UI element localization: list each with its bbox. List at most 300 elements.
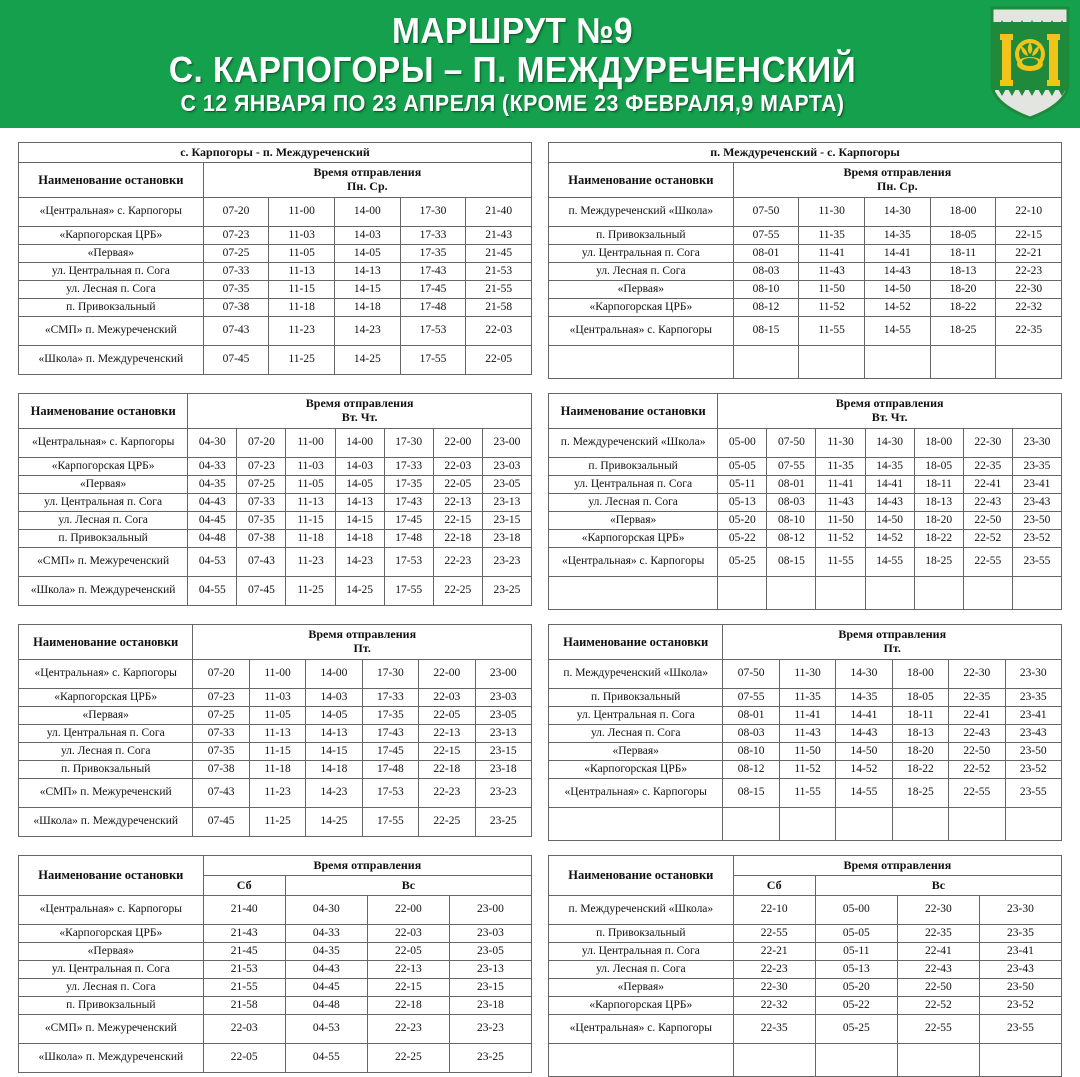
time-cell: 14-15 bbox=[335, 512, 384, 530]
time-cell: 07-38 bbox=[203, 299, 269, 317]
departure-time-header: Время отправления bbox=[733, 856, 1061, 876]
time-cell: 14-55 bbox=[865, 317, 931, 346]
schedule-sheet bbox=[0, 142, 1080, 1077]
time-cell: 22-30 bbox=[733, 979, 815, 997]
schedule-table-forward-sat-sun bbox=[18, 855, 532, 1073]
filler-cell bbox=[549, 577, 718, 610]
time-cell: 04-43 bbox=[285, 961, 367, 979]
time-cell: 17-53 bbox=[362, 779, 418, 808]
filler-cell bbox=[949, 808, 1005, 841]
time-cell: 21-45 bbox=[466, 245, 532, 263]
time-cell: 14-41 bbox=[865, 245, 931, 263]
table-row bbox=[19, 512, 532, 530]
schedule-half-return-sat-sun bbox=[548, 855, 1062, 1077]
table-header-row-top bbox=[549, 856, 1062, 876]
time-cell: 17-43 bbox=[384, 494, 433, 512]
time-cell: 11-50 bbox=[779, 743, 835, 761]
table-row bbox=[549, 198, 1062, 227]
time-cell: 18-25 bbox=[892, 779, 948, 808]
time-cell: 14-25 bbox=[335, 577, 384, 606]
table-row bbox=[19, 317, 532, 346]
schedule-half-forward-sat-sun bbox=[18, 855, 532, 1077]
time-cell: 23-55 bbox=[1005, 779, 1061, 808]
time-cell: 23-03 bbox=[482, 458, 531, 476]
table-row bbox=[19, 1044, 532, 1073]
table-row bbox=[19, 997, 532, 1015]
time-cell: 14-30 bbox=[865, 198, 931, 227]
time-cell: 22-30 bbox=[963, 429, 1012, 458]
time-cell: 18-13 bbox=[914, 494, 963, 512]
time-cell: 22-03 bbox=[203, 1015, 285, 1044]
table-row bbox=[549, 429, 1062, 458]
time-cell: 22-23 bbox=[996, 263, 1062, 281]
table-row bbox=[549, 494, 1062, 512]
table-row bbox=[549, 476, 1062, 494]
time-cell: 14-13 bbox=[335, 494, 384, 512]
time-cell: 22-05 bbox=[466, 346, 532, 375]
table-row bbox=[549, 943, 1062, 961]
time-cell: 14-00 bbox=[335, 429, 384, 458]
time-cell: 22-23 bbox=[419, 779, 475, 808]
table-header-row bbox=[19, 625, 532, 660]
stop-name: «Первая» bbox=[19, 476, 188, 494]
stop-name: «Центральная» с. Карпогоры bbox=[19, 660, 193, 689]
table-row bbox=[19, 476, 532, 494]
time-cell: 23-23 bbox=[482, 548, 531, 577]
table-row bbox=[19, 458, 532, 476]
time-cell: 23-13 bbox=[475, 725, 531, 743]
stop-name: ул. Центральная п. Сога bbox=[549, 707, 723, 725]
time-cell: 22-30 bbox=[949, 660, 1005, 689]
time-cell: 07-43 bbox=[193, 779, 249, 808]
table-row bbox=[19, 808, 532, 837]
table-row bbox=[19, 943, 532, 961]
departure-time-header bbox=[188, 394, 532, 429]
time-cell: 23-41 bbox=[979, 943, 1061, 961]
time-cell: 17-55 bbox=[362, 808, 418, 837]
time-cell: 17-30 bbox=[384, 429, 433, 458]
table-row bbox=[19, 660, 532, 689]
time-cell: 07-45 bbox=[193, 808, 249, 837]
time-cell: 17-35 bbox=[384, 476, 433, 494]
stop-name: «Центральная» с. Карпогоры bbox=[549, 1015, 734, 1044]
time-cell: 22-43 bbox=[949, 725, 1005, 743]
time-cell: 22-05 bbox=[367, 943, 449, 961]
time-cell: 22-55 bbox=[963, 548, 1012, 577]
time-cell: 14-52 bbox=[865, 299, 931, 317]
filler-cell bbox=[892, 808, 948, 841]
time-cell: 17-55 bbox=[400, 346, 466, 375]
time-cell: 11-41 bbox=[779, 707, 835, 725]
time-cell: 18-20 bbox=[892, 743, 948, 761]
time-cell: 07-55 bbox=[723, 689, 779, 707]
stop-name-header: Наименование остановки bbox=[19, 163, 204, 198]
time-cell: 18-11 bbox=[892, 707, 948, 725]
stop-name: п. Привокзальный bbox=[19, 761, 193, 779]
stop-name: ул. Центральная п. Сога bbox=[549, 245, 734, 263]
time-cell: 18-20 bbox=[930, 281, 996, 299]
time-cell: 23-23 bbox=[449, 1015, 531, 1044]
stop-name: ул. Лесная п. Сога bbox=[549, 263, 734, 281]
time-cell: 04-45 bbox=[188, 512, 237, 530]
time-cell: 14-15 bbox=[335, 281, 401, 299]
table-row bbox=[19, 530, 532, 548]
time-cell: 22-52 bbox=[963, 530, 1012, 548]
table-row bbox=[549, 979, 1062, 997]
time-cell: 07-23 bbox=[237, 458, 286, 476]
time-cell: 05-05 bbox=[718, 458, 767, 476]
schedule-table-return-sat-sun bbox=[548, 855, 1062, 1077]
time-cell: 14-52 bbox=[865, 530, 914, 548]
time-cell: 11-52 bbox=[779, 761, 835, 779]
time-cell: 17-48 bbox=[362, 761, 418, 779]
time-cell: 07-23 bbox=[193, 689, 249, 707]
filler-cell bbox=[979, 1044, 1061, 1077]
time-cell: 05-00 bbox=[718, 429, 767, 458]
time-cell: 04-48 bbox=[188, 530, 237, 548]
stop-name: «Первая» bbox=[19, 943, 204, 961]
stop-name: «Центральная» с. Карпогоры bbox=[19, 429, 188, 458]
time-cell: 21-40 bbox=[203, 896, 285, 925]
days-label: Пт. bbox=[883, 641, 901, 655]
time-cell: 14-25 bbox=[335, 346, 401, 375]
stop-name: «СМП» п. Межуреченский bbox=[19, 1015, 204, 1044]
time-cell: 11-23 bbox=[249, 779, 305, 808]
time-cell: 22-55 bbox=[733, 925, 815, 943]
stop-name: ул. Лесная п. Сога bbox=[549, 494, 718, 512]
schedule-half-forward-mon-wed bbox=[18, 142, 532, 379]
time-cell: 18-05 bbox=[892, 689, 948, 707]
time-cell: 22-15 bbox=[433, 512, 482, 530]
time-cell: 18-13 bbox=[892, 725, 948, 743]
stop-name: «Первая» bbox=[549, 281, 734, 299]
schedule-block-sat-sun bbox=[0, 855, 1080, 1077]
time-cell: 14-35 bbox=[865, 227, 931, 245]
time-cell: 17-45 bbox=[362, 743, 418, 761]
time-cell: 23-43 bbox=[979, 961, 1061, 979]
time-cell: 07-45 bbox=[203, 346, 269, 375]
time-cell: 07-25 bbox=[203, 245, 269, 263]
time-cell: 17-33 bbox=[400, 227, 466, 245]
time-cell: 23-43 bbox=[1005, 725, 1061, 743]
time-cell: 17-55 bbox=[384, 577, 433, 606]
time-cell: 18-05 bbox=[930, 227, 996, 245]
table-row bbox=[19, 577, 532, 606]
time-cell: 05-11 bbox=[815, 943, 897, 961]
table-row bbox=[549, 743, 1062, 761]
time-cell: 07-25 bbox=[237, 476, 286, 494]
time-cell: 14-05 bbox=[335, 476, 384, 494]
stop-name: п. Привокзальный bbox=[19, 997, 204, 1015]
filler-cell bbox=[816, 577, 865, 610]
stop-name-header: Наименование остановки bbox=[19, 625, 193, 660]
stop-name: «Первая» bbox=[549, 743, 723, 761]
time-cell: 21-43 bbox=[203, 925, 285, 943]
time-cell: 18-11 bbox=[930, 245, 996, 263]
time-cell: 04-55 bbox=[285, 1044, 367, 1073]
time-cell: 18-25 bbox=[914, 548, 963, 577]
time-cell: 17-48 bbox=[400, 299, 466, 317]
time-cell: 07-20 bbox=[203, 198, 269, 227]
schedule-half-forward-fri bbox=[18, 624, 532, 841]
stop-name: «Карпогорская ЦРБ» bbox=[19, 925, 204, 943]
time-cell: 22-41 bbox=[963, 476, 1012, 494]
time-cell: 22-30 bbox=[996, 281, 1062, 299]
time-cell: 11-25 bbox=[249, 808, 305, 837]
time-cell: 11-00 bbox=[269, 198, 335, 227]
time-cell: 23-52 bbox=[1012, 530, 1061, 548]
table-row bbox=[19, 429, 532, 458]
time-cell: 11-05 bbox=[249, 707, 305, 725]
time-cell: 04-33 bbox=[285, 925, 367, 943]
time-cell: 22-43 bbox=[897, 961, 979, 979]
time-cell: 11-25 bbox=[286, 577, 335, 606]
time-cell: 21-40 bbox=[466, 198, 532, 227]
time-cell: 05-22 bbox=[718, 530, 767, 548]
stop-name: п. Привокзальный bbox=[549, 925, 734, 943]
time-cell: 11-50 bbox=[799, 281, 865, 299]
time-cell: 08-03 bbox=[733, 263, 799, 281]
table-header-row bbox=[549, 394, 1062, 429]
time-cell: 22-50 bbox=[897, 979, 979, 997]
stop-name: «Первая» bbox=[549, 512, 718, 530]
stop-name: «Первая» bbox=[19, 245, 204, 263]
table-row bbox=[19, 1015, 532, 1044]
time-cell: 23-05 bbox=[482, 476, 531, 494]
time-cell: 11-30 bbox=[779, 660, 835, 689]
time-cell: 23-18 bbox=[482, 530, 531, 548]
time-cell: 18-00 bbox=[930, 198, 996, 227]
filler-cell bbox=[930, 346, 996, 379]
stop-name: «СМП» п. Межуреченский bbox=[19, 317, 204, 346]
time-cell: 14-50 bbox=[836, 743, 892, 761]
departure-time-header: Время отправления bbox=[203, 856, 531, 876]
time-cell: 08-15 bbox=[733, 317, 799, 346]
time-cell: 21-58 bbox=[203, 997, 285, 1015]
time-cell: 07-25 bbox=[193, 707, 249, 725]
stop-name: ул. Лесная п. Сога bbox=[549, 725, 723, 743]
time-cell: 05-00 bbox=[815, 896, 897, 925]
time-cell: 11-00 bbox=[249, 660, 305, 689]
table-row bbox=[549, 779, 1062, 808]
table-row bbox=[549, 725, 1062, 743]
time-cell: 22-30 bbox=[897, 896, 979, 925]
time-cell: 11-35 bbox=[816, 458, 865, 476]
time-cell: 07-33 bbox=[203, 263, 269, 281]
time-cell: 17-45 bbox=[384, 512, 433, 530]
time-cell: 14-55 bbox=[836, 779, 892, 808]
time-cell: 23-50 bbox=[1012, 512, 1061, 530]
time-cell: 23-25 bbox=[449, 1044, 531, 1073]
time-cell: 23-25 bbox=[475, 808, 531, 837]
stop-name: «Карпогорская ЦРБ» bbox=[549, 997, 734, 1015]
time-cell: 14-43 bbox=[836, 725, 892, 743]
days-label: Пт. bbox=[353, 641, 371, 655]
stop-name: «Школа» п. Междуреченский bbox=[19, 346, 204, 375]
schedule-table-forward-fri bbox=[18, 624, 532, 837]
stop-name: ул. Центральная п. Сога bbox=[19, 263, 204, 281]
table-filler-row bbox=[549, 1044, 1062, 1077]
time-cell: 22-23 bbox=[733, 961, 815, 979]
stop-name: ул. Центральная п. Сога bbox=[19, 961, 204, 979]
time-cell: 14-43 bbox=[865, 263, 931, 281]
time-cell: 11-23 bbox=[286, 548, 335, 577]
time-cell: 07-55 bbox=[767, 458, 816, 476]
time-cell: 04-55 bbox=[188, 577, 237, 606]
stop-name-header: Наименование остановки bbox=[19, 394, 188, 429]
stop-name: «Школа» п. Междуреченский bbox=[19, 808, 193, 837]
stop-name-header: Наименование остановки bbox=[19, 856, 204, 896]
filler-cell bbox=[549, 346, 734, 379]
table-row bbox=[549, 530, 1062, 548]
time-cell: 22-55 bbox=[949, 779, 1005, 808]
schedule-table-return-tue-thu bbox=[548, 393, 1062, 610]
filler-cell bbox=[1012, 577, 1061, 610]
stop-name: «СМП» п. Межуреченский bbox=[19, 548, 188, 577]
time-cell: 23-05 bbox=[475, 707, 531, 725]
time-cell: 14-30 bbox=[836, 660, 892, 689]
time-cell: 11-13 bbox=[286, 494, 335, 512]
time-cell: 23-41 bbox=[1005, 707, 1061, 725]
time-cell: 05-20 bbox=[718, 512, 767, 530]
table-row bbox=[19, 725, 532, 743]
table-row bbox=[19, 198, 532, 227]
stop-name: ул. Лесная п. Сога bbox=[19, 512, 188, 530]
stop-name: ул. Лесная п. Сога bbox=[19, 281, 204, 299]
time-cell: 11-00 bbox=[286, 429, 335, 458]
table-row bbox=[19, 779, 532, 808]
time-cell: 11-15 bbox=[269, 281, 335, 299]
time-cell: 14-41 bbox=[865, 476, 914, 494]
time-cell: 07-43 bbox=[203, 317, 269, 346]
time-cell: 23-25 bbox=[482, 577, 531, 606]
time-cell: 14-55 bbox=[865, 548, 914, 577]
time-cell: 11-18 bbox=[269, 299, 335, 317]
time-cell: 11-43 bbox=[816, 494, 865, 512]
table-row bbox=[19, 281, 532, 299]
filler-cell bbox=[897, 1044, 979, 1077]
route-validity-period: С 12 ЯНВАРЯ ПО 23 АПРЕЛЯ (КРОМЕ 23 ФЕВРАЛЯ,9 МАРТА) bbox=[181, 90, 845, 117]
time-cell: 11-05 bbox=[286, 476, 335, 494]
time-cell: 05-11 bbox=[718, 476, 767, 494]
time-cell: 04-30 bbox=[188, 429, 237, 458]
table-row bbox=[19, 494, 532, 512]
schedule-half-return-fri bbox=[548, 624, 1062, 841]
time-cell: 17-35 bbox=[362, 707, 418, 725]
time-cell: 11-23 bbox=[269, 317, 335, 346]
time-cell: 22-25 bbox=[433, 577, 482, 606]
time-cell: 22-03 bbox=[433, 458, 482, 476]
departure-label: Время отправления bbox=[843, 165, 952, 180]
direction-title: с. Карпогоры - п. Междуреченский bbox=[19, 143, 532, 163]
time-cell: 07-20 bbox=[237, 429, 286, 458]
table-row bbox=[549, 896, 1062, 925]
filler-cell bbox=[1005, 808, 1061, 841]
stop-name: «Карпогорская ЦРБ» bbox=[19, 689, 193, 707]
time-cell: 17-43 bbox=[400, 263, 466, 281]
time-cell: 17-53 bbox=[400, 317, 466, 346]
schedule-table-forward-tue-thu bbox=[18, 393, 532, 606]
stop-name: «Карпогорская ЦРБ» bbox=[549, 761, 723, 779]
time-cell: 07-43 bbox=[237, 548, 286, 577]
stop-name-header: Наименование остановки bbox=[549, 163, 734, 198]
stop-name: «Первая» bbox=[19, 707, 193, 725]
table-row bbox=[549, 227, 1062, 245]
time-cell: 05-13 bbox=[815, 961, 897, 979]
stop-name: «Карпогорская ЦРБ» bbox=[549, 530, 718, 548]
time-cell: 22-00 bbox=[419, 660, 475, 689]
departure-time-header bbox=[733, 163, 1061, 198]
time-cell: 22-15 bbox=[419, 743, 475, 761]
table-row bbox=[19, 263, 532, 281]
filler-cell bbox=[733, 1044, 815, 1077]
stop-name: ул. Лесная п. Сога bbox=[549, 961, 734, 979]
table-header-row bbox=[549, 163, 1062, 198]
table-direction-row bbox=[19, 143, 532, 163]
departure-time-header bbox=[723, 625, 1062, 660]
time-cell: 14-52 bbox=[836, 761, 892, 779]
time-cell: 18-20 bbox=[914, 512, 963, 530]
stop-name-header: Наименование остановки bbox=[549, 856, 734, 896]
time-cell: 14-18 bbox=[335, 530, 384, 548]
time-cell: 08-12 bbox=[733, 299, 799, 317]
table-row bbox=[549, 707, 1062, 725]
table-filler-row bbox=[549, 808, 1062, 841]
time-cell: 23-35 bbox=[979, 925, 1061, 943]
table-row bbox=[19, 979, 532, 997]
time-cell: 23-55 bbox=[979, 1015, 1061, 1044]
time-cell: 11-13 bbox=[249, 725, 305, 743]
stop-name: п. Привокзальный bbox=[549, 689, 723, 707]
stop-name: «Центральная» с. Карпогоры bbox=[19, 198, 204, 227]
time-cell: 11-13 bbox=[269, 263, 335, 281]
departure-time-header bbox=[718, 394, 1062, 429]
day-header-sun: Вс bbox=[285, 876, 531, 896]
time-cell: 14-23 bbox=[335, 317, 401, 346]
time-cell: 22-00 bbox=[367, 896, 449, 925]
stop-name-header: Наименование остановки bbox=[549, 625, 723, 660]
time-cell: 23-30 bbox=[979, 896, 1061, 925]
stop-name: п. Привокзальный bbox=[19, 299, 204, 317]
table-header-row bbox=[19, 163, 532, 198]
table-row bbox=[549, 317, 1062, 346]
time-cell: 22-23 bbox=[367, 1015, 449, 1044]
time-cell: 22-13 bbox=[433, 494, 482, 512]
time-cell: 11-03 bbox=[286, 458, 335, 476]
stop-name: п. Междуреченский «Школа» bbox=[549, 198, 734, 227]
time-cell: 14-00 bbox=[335, 198, 401, 227]
time-cell: 22-15 bbox=[367, 979, 449, 997]
time-cell: 22-52 bbox=[897, 997, 979, 1015]
time-cell: 22-03 bbox=[419, 689, 475, 707]
time-cell: 22-18 bbox=[419, 761, 475, 779]
time-cell: 04-35 bbox=[285, 943, 367, 961]
stop-name: «Школа» п. Междуреченский bbox=[19, 1044, 204, 1073]
time-cell: 22-05 bbox=[203, 1044, 285, 1073]
time-cell: 23-13 bbox=[482, 494, 531, 512]
time-cell: 14-15 bbox=[306, 743, 362, 761]
stop-name: «Центральная» с. Карпогоры bbox=[549, 779, 723, 808]
filler-cell bbox=[779, 808, 835, 841]
time-cell: 14-43 bbox=[865, 494, 914, 512]
schedule-table-return-mon-wed bbox=[548, 142, 1062, 379]
time-cell: 14-18 bbox=[306, 761, 362, 779]
time-cell: 22-13 bbox=[419, 725, 475, 743]
time-cell: 23-55 bbox=[1012, 548, 1061, 577]
time-cell: 11-35 bbox=[799, 227, 865, 245]
time-cell: 14-05 bbox=[306, 707, 362, 725]
stop-name: ул. Центральная п. Сога bbox=[19, 725, 193, 743]
